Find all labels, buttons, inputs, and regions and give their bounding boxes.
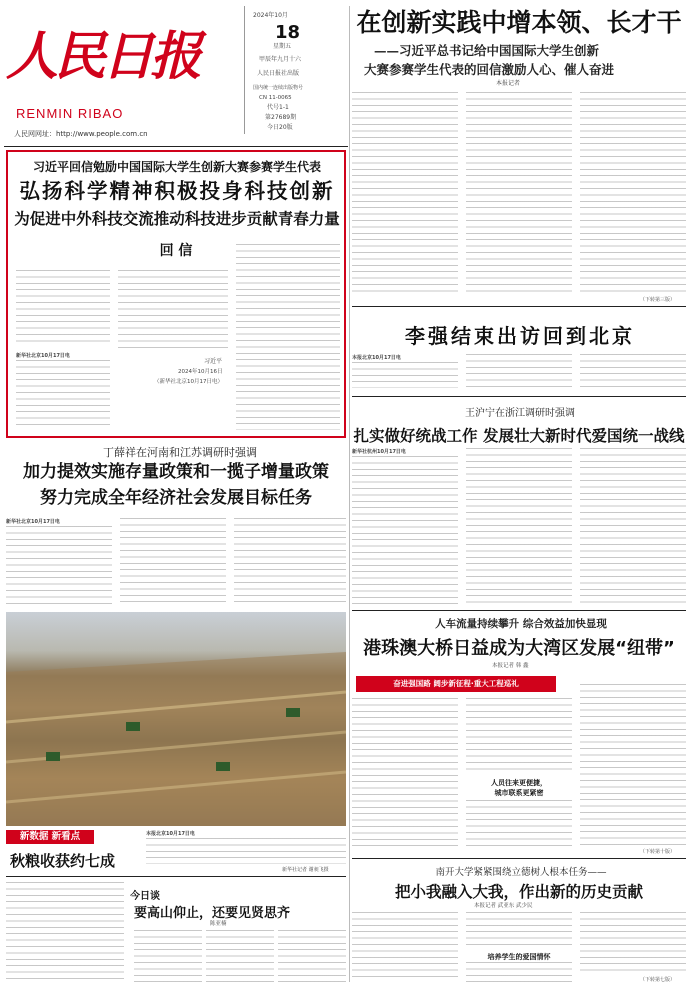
- wang-kicker: 王沪宁在浙江调研时强调: [465, 408, 575, 419]
- commentary-body-col1: [134, 930, 202, 982]
- hzm-kicker: 人车流量持续攀升 综合效益加快显现: [435, 618, 607, 630]
- nankai-continued: （下转第七版）: [640, 977, 676, 983]
- xi-reply-label: 回 信: [159, 243, 193, 259]
- commentary-body-col2: [206, 930, 274, 982]
- hzm-body-col2b: [466, 800, 572, 848]
- harvest-photo-graphic: [6, 612, 346, 826]
- wang-body-col2: [466, 448, 572, 604]
- lead-subtitle-2: 大赛参赛学生代表的回信激励人心、催人奋进: [364, 62, 615, 77]
- xi-reply-text-col1: [16, 270, 110, 342]
- xi-reply-text-col2: [118, 270, 228, 350]
- xi-reply-xinhua: （新华社北京10月17日电）: [154, 379, 223, 385]
- newera-headline: 秋粮收获约七成: [10, 852, 116, 870]
- photo-caption-text: [146, 838, 346, 864]
- commentary-tag: [130, 884, 174, 902]
- hzm-divider: [352, 858, 686, 859]
- series-banner: [356, 676, 556, 692]
- page-count: 今日20版: [267, 124, 293, 131]
- lead-byline: 本报记者: [496, 80, 521, 87]
- li-dateline: 本报北京10月17日电: [352, 355, 401, 361]
- li-divider: [352, 396, 686, 397]
- wang-body-col1: [352, 456, 458, 604]
- newera-body: [6, 882, 124, 982]
- hzm-headline: 港珠澳大桥日益成为大湾区发展“纽带”: [363, 638, 675, 659]
- nankai-body-col1: [352, 912, 458, 982]
- commentary-headline: 要高山仰止，还要见贤思齐: [134, 906, 291, 921]
- xi-reply-signature: 习近平: [204, 358, 223, 365]
- xi-reply-dateline: 新华社北京10月17日电: [16, 353, 70, 359]
- masthead-pinyin: RENMIN RIBAO: [16, 106, 124, 121]
- center-divider: [349, 6, 350, 982]
- xi-reply-kicker: 习近平回信勉励中国国际大学生创新大赛参赛学生代表: [32, 160, 321, 174]
- xi-reply-title-2: 为促进中外科技交流推动科技进步贡献青春力量: [14, 210, 340, 228]
- wang-dateline: 新华社杭州10月17日电: [352, 449, 406, 455]
- hzm-continued: （下转第十版）: [640, 849, 676, 855]
- hzm-body-col2a: [466, 698, 572, 774]
- newera-tag-label: 新数据 新看点: [19, 831, 81, 842]
- masthead: [0, 0, 350, 146]
- photo-divider: [6, 876, 346, 877]
- photo-caption-dateline: 本报北京10月17日电: [146, 831, 195, 837]
- masthead-website: 人民网网址：http://www.people.com.cn: [14, 130, 148, 138]
- nankai-subhead: 培养学生的爱国情怀: [487, 953, 551, 961]
- ding-body-col3: [234, 518, 346, 606]
- code-number: 代号1-1: [267, 104, 289, 111]
- lead-continued: （下转第三版）: [640, 297, 676, 303]
- ding-body-col2: [120, 518, 226, 606]
- hzm-body-col3: [580, 684, 686, 848]
- cn-number: CN 11-0065: [259, 95, 292, 101]
- nankai-body-col2a: [466, 912, 572, 948]
- hzm-subhead-1: 人员往来更便捷，: [491, 779, 547, 787]
- xi-reply-sig-date: 2024年10月16日: [178, 369, 223, 375]
- wang-divider: [352, 610, 686, 611]
- issn-label: 国内统一连续出版物号: [253, 85, 304, 91]
- li-body-col2: [466, 354, 572, 388]
- li-body-col3: [580, 354, 686, 388]
- ding-body-col1: [6, 526, 112, 606]
- ding-headline-2: 努力完成全年经济社会发展目标任务: [40, 488, 312, 508]
- nankai-kicker: 南开大学紧紧围绕立德树人根本任务——: [435, 867, 607, 878]
- newera-tag: [6, 830, 94, 844]
- issue-number: 第27689期: [265, 114, 297, 121]
- masthead-logo: 人民日报: [6, 26, 199, 87]
- ding-headline-1: 加力提效实施存量政策和一揽子增量政策: [23, 462, 329, 482]
- xi-reply-text-col1b: [16, 360, 110, 430]
- harvest-photo: [6, 612, 346, 826]
- hzm-body-col1: [352, 698, 458, 848]
- nankai-byline: 本报记者 武亚东 武少民: [474, 903, 533, 909]
- masthead-divider: [4, 146, 348, 147]
- xi-reply-box: [6, 150, 346, 438]
- weekday: 星期五: [273, 43, 292, 50]
- ding-kicker: 丁薛祥在河南和江苏调研时强调: [103, 446, 257, 459]
- lead-body-col3: [580, 92, 686, 294]
- nankai-headline: 把小我融入大我，作出新的历史贡献: [394, 883, 643, 901]
- hzm-subhead-2: 城市联系更紧密: [494, 789, 544, 797]
- lead-divider: [352, 306, 686, 307]
- xi-reply-text-col3: [236, 244, 340, 430]
- lead-body-col1: [352, 92, 458, 294]
- nankai-body-col2b: [466, 962, 572, 982]
- hzm-byline: 本报记者 韩 鑫: [492, 663, 529, 669]
- commentary-body-col3: [278, 930, 346, 982]
- lead-headline: 在创新实践中增本领、长才干: [356, 8, 682, 37]
- lead-subtitle-1: ——习近平总书记给中国国际大学生创新: [374, 43, 600, 58]
- publisher: 人民日报社出版: [257, 70, 300, 77]
- date-month: 2024年10月: [253, 12, 288, 19]
- li-headline: 李强结束出访回到北京: [405, 324, 635, 348]
- nankai-body-col3: [580, 912, 686, 976]
- date-box: [244, 6, 341, 134]
- xi-reply-title-1: 弘扬科学精神积极投身科技创新: [19, 179, 335, 203]
- wang-body-col3: [580, 448, 686, 604]
- photo-credit: 新华社记者 谢昶飞摄: [282, 867, 329, 873]
- ding-dateline: 新华社北京10月17日电: [6, 519, 60, 525]
- date-day: 18: [275, 22, 301, 43]
- lead-body-col2: [466, 92, 572, 294]
- li-body-col1: [352, 362, 458, 388]
- wang-headline: 扎实做好统战工作 发展壮大新时代爱国统一战线: [353, 427, 685, 445]
- series-banner-label: 奋进强国路 阔步新征程·重大工程巡礼: [393, 679, 519, 688]
- commentary-author: 陈亚楠: [210, 921, 227, 927]
- commentary-tag-label: 今日谈: [130, 891, 160, 902]
- lunar-date: 甲辰年九月十六: [259, 56, 302, 63]
